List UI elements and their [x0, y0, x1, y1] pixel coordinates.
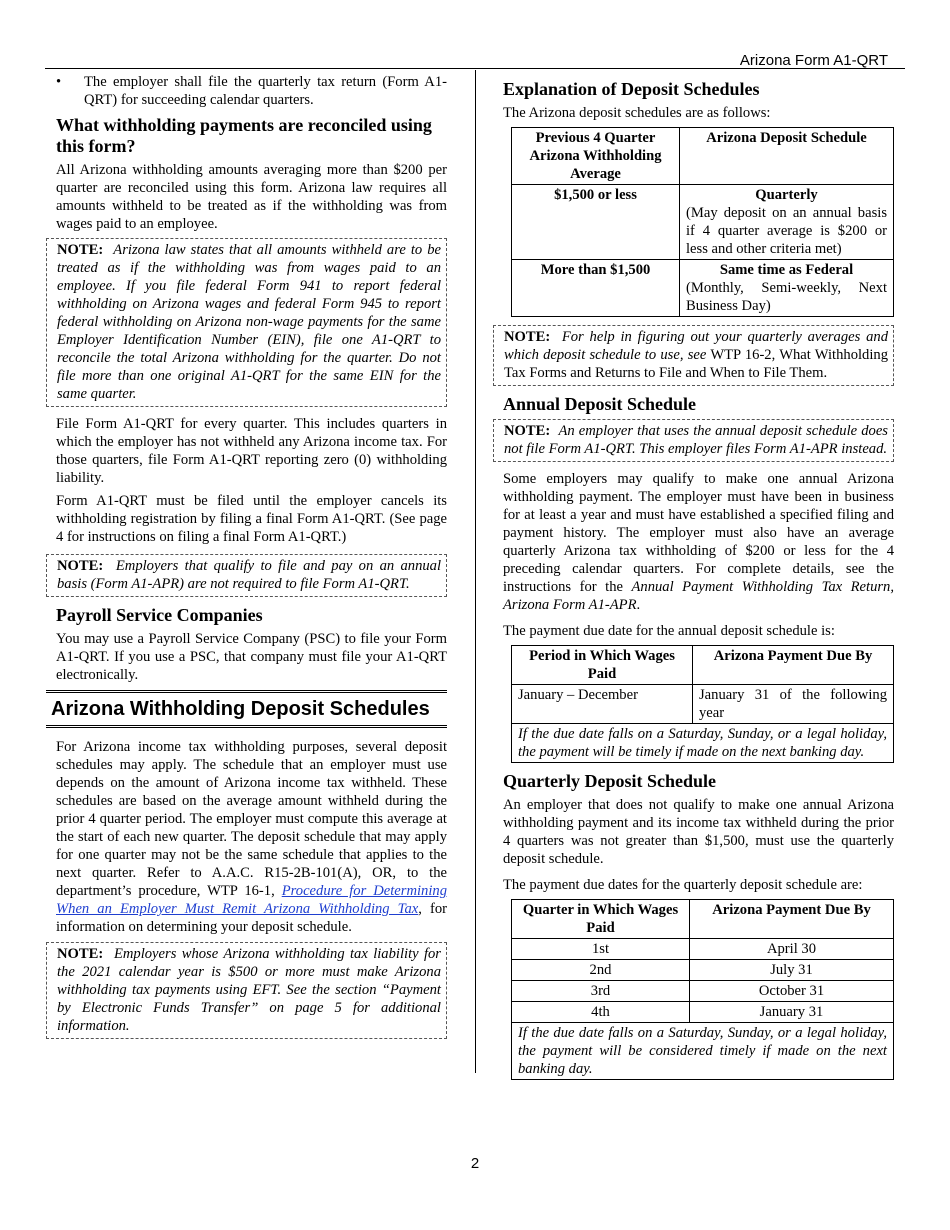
quarterly-due-table	[511, 899, 894, 1080]
table-row	[512, 1002, 894, 1023]
table-cell: 4th	[512, 1002, 690, 1023]
table-cell	[680, 185, 894, 260]
table-row	[512, 939, 894, 960]
note-box-2	[46, 554, 447, 597]
heading-quarterly: Quarterly Deposit Schedule	[503, 771, 716, 791]
deposit-schedule-table	[511, 127, 894, 317]
note-text: An employer that uses the annual deposit schedule does not file Form A1-QRT. This employer files Form A1-APR instead.	[504, 423, 888, 457]
table-footnote: If the due date falls on a Saturday, Sunday, or a legal holiday, the payment will be timely if made on the next banking day.	[512, 724, 894, 763]
procedure-link[interactable]: Procedure for Determining When an Employer Must Remit Arizona Withholding Tax	[56, 883, 448, 917]
table-cell	[512, 185, 680, 260]
table-cell: October 31	[690, 981, 894, 1002]
paragraph-explanation: The Arizona deposit schedules are as follows:	[503, 105, 771, 121]
table-footnote: If the due date falls on a Saturday, Sunday, or a legal holiday, the payment will be considered timely if made on the next banking day.	[512, 1023, 894, 1080]
paragraph-until-cancel: Form A1-QRT must be filed until the employer cancels its withholding registration by filing a final Form A1-QRT. (See page 4 for instructions on filing a final Form A1-QRT.)	[56, 493, 447, 545]
table-cell: January 31 of the following year	[693, 685, 894, 724]
table-row	[512, 260, 894, 317]
form-title: Arizona Form A1-QRT	[739, 52, 888, 69]
header-rule	[45, 68, 905, 69]
table-header-cell: Arizona Deposit Schedule	[680, 128, 894, 185]
table-header-cell: Period in Which Wages Paid	[512, 646, 693, 685]
note-text: Arizona law states that all amounts withheld are to be treated as if the withholding was from wages paid to an employee. If you file federal Form 941 to report federal withholding on Arizona wages and federal Form 945 to report federal withholding on Arizona non-wage payments for the same Employer Identification Number (EIN), file one A1-QRT to reconcile the total Arizona withholding for the quarter. Do not file more than one original A1-QRT for the same EIN for the same quarter.	[57, 242, 442, 402]
table-row	[512, 981, 894, 1002]
cell-value: $1,500 or less	[554, 187, 637, 203]
cell-value: More than $1,500	[540, 262, 651, 278]
table-cell: 1st	[512, 939, 690, 960]
page-header	[0, 52, 950, 70]
note-text-plain: WTP 16-2, What Withholding Tax Forms and Returns to File and When to File Them.	[504, 347, 889, 381]
table-footnote-row	[512, 724, 894, 763]
table-cell: April 30	[690, 939, 894, 960]
table-header-row	[512, 900, 894, 939]
table-cell: January 31	[690, 1002, 894, 1023]
column-divider	[475, 70, 476, 1073]
table-header-row	[512, 646, 894, 685]
table-cell	[512, 260, 680, 317]
table-header-cell: Arizona Payment Due By	[690, 900, 894, 939]
paragraph-quarterly-due: The payment due dates for the quarterly deposit schedule are:	[503, 877, 863, 893]
heading-explanation: Explanation of Deposit Schedules	[503, 79, 760, 99]
note-text: Employers that qualify to file and pay on an annual basis (Form A1-APR) are not required to file Form A1-QRT.	[57, 558, 442, 592]
paragraph-every-quarter: File Form A1-QRT for every quarter. This includes quarters in which the employer has not withheld any Arizona income tax. For those quarters, file Form A1-QRT reporting zero (0) withholding liability.	[56, 416, 447, 486]
schedules-text-end: , for information on determining your deposit schedule.	[56, 901, 447, 935]
table-row	[512, 185, 894, 260]
table-cell: January – December	[512, 685, 693, 724]
right-column	[503, 73, 894, 1088]
table-cell: 3rd	[512, 981, 690, 1002]
note-box-3	[46, 942, 447, 1039]
cell-title: Quarterly	[755, 187, 818, 203]
table-header-cell: Arizona Payment Due By	[693, 646, 894, 685]
table-cell	[680, 260, 894, 317]
paragraph-reconciled: All Arizona withholding amounts averaging more than $200 per quarter are reconciled using this form. Arizona law requires all amounts withheld to be treated as if the withholding was from wages paid to an employee.	[56, 162, 447, 232]
table-cell: 2nd	[512, 960, 690, 981]
cell-title: Same time as Federal	[719, 262, 854, 278]
heading-annual: Annual Deposit Schedule	[503, 394, 697, 414]
cell-detail: (Monthly, Semi-weekly, Next Business Day)	[686, 280, 887, 314]
note-box-4	[493, 325, 894, 386]
paragraph-quarterly: An employer that does not qualify to make one annual Arizona withholding payment and its income tax withheld during the prior 4 quarters was not greater than $1,500, must use the quarterly deposit schedule.	[503, 797, 894, 867]
heading-payroll: Payroll Service Companies	[56, 605, 263, 625]
paragraph-payroll: You may use a Payroll Service Company (PSC) to file your Form A1-QRT. If you use a PSC, that company must file your A1-QRT electronically.	[56, 631, 447, 683]
cell-detail: (May deposit on an annual basis if 4 quarter average is $200 or less and other criteria met)	[686, 205, 887, 257]
table-row	[512, 960, 894, 981]
note-label: NOTE:	[57, 242, 104, 258]
bullet-item	[56, 73, 447, 109]
note-box-5	[493, 419, 894, 462]
table-row	[512, 685, 894, 724]
annual-text-end: .	[636, 597, 641, 613]
paragraph-annual-due: The payment due date for the annual deposit schedule is:	[503, 623, 835, 639]
table-header-cell: Quarter in Which Wages Paid	[512, 900, 690, 939]
table-cell: July 31	[690, 960, 894, 981]
table-footnote-row	[512, 1023, 894, 1080]
bullet-text: The employer shall file the quarterly tax return (Form A1-QRT) for succeeding calendar quarters.	[84, 74, 447, 108]
annual-text-start: Some employers may qualify to make one annual Arizona withholding payment. The employer must have been in business for at least a year and must have established a specified filing and payment history. The employer must also have an average quarterly Arizona tax withholding of $200 or less for the 4 preceding calendar quarters. For complete details, see the instructions for the	[503, 471, 894, 595]
left-column	[51, 73, 448, 1047]
bullet-icon: •	[56, 74, 62, 90]
note-box-1	[46, 238, 447, 407]
note-label: NOTE:	[504, 423, 551, 439]
note-label: NOTE:	[504, 329, 551, 345]
note-label: NOTE:	[57, 946, 104, 962]
schedules-text-start: For Arizona income tax withholding purposes, several deposit schedules may apply. The schedule that an employer must use depends on the amount of Arizona income tax withheld. These schedules are based on the average amount withheld during the prior 4 quarter period. The employer must compute this average at the start of each new quarter. The deposit schedule that may apply for one quarter may not be the same schedule that applies to the next quarter. Refer to A.A.C. R15-2B-101(A), OR, to the department’s procedure, WTP 16-1,	[56, 739, 447, 899]
section-banner: Arizona Withholding Deposit Schedules	[46, 690, 447, 728]
paragraph-schedules	[56, 738, 447, 936]
table-header-cell: Previous 4 Quarter Arizona Withholding Average	[512, 128, 680, 185]
note-text: Employers whose Arizona withholding tax liability for the 2021 calendar year is $500 or more must make Arizona withholding tax payments using EFT. See the section “Payment by Electronic Funds Transfer” on page 5 for additional information.	[57, 946, 441, 1034]
note-text-italic: For help in figuring out your quarterly averages and which deposit schedule to use, see	[504, 329, 889, 363]
table-header-row	[512, 128, 894, 185]
paragraph-annual	[503, 470, 894, 614]
page-number: 2	[470, 1155, 480, 1172]
annual-due-table	[511, 645, 894, 763]
heading-reconciled: What withholding payments are reconciled using this form?	[56, 115, 432, 156]
annual-form-name: Annual Payment Withholding Tax Return, Arizona Form A1-APR	[503, 579, 894, 613]
note-label: NOTE:	[57, 558, 104, 574]
